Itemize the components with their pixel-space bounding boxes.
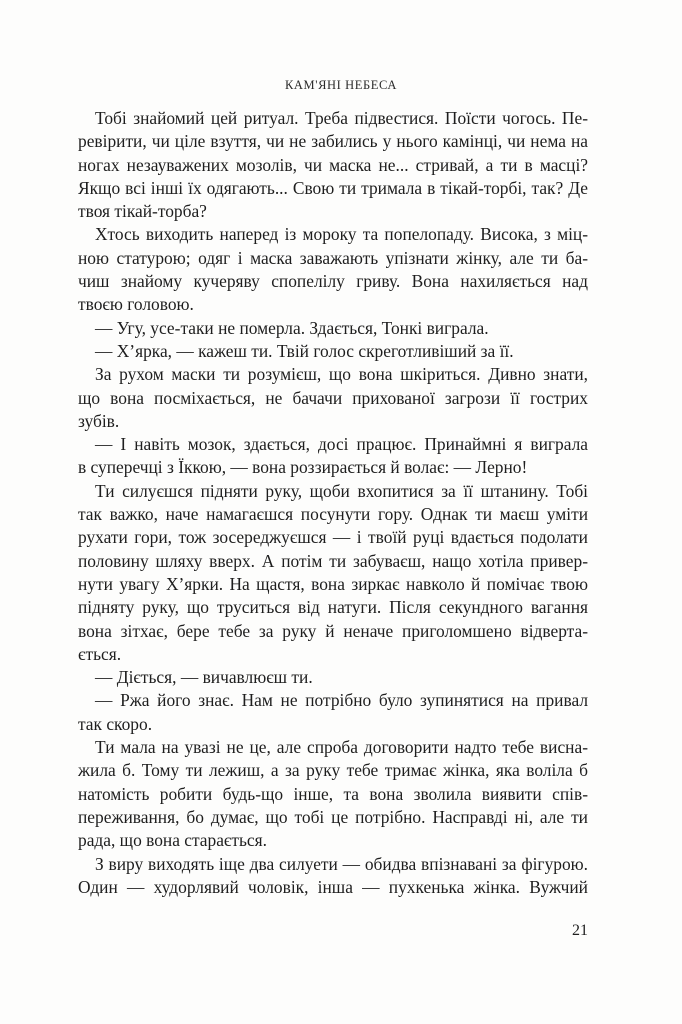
page-number: 21 [572,922,588,939]
text-line: чиш знайому кучеряву спопелілу гриву. Вона нахиляється над [78,271,588,292]
text-line: — Х’ярка, — кажеш ти. Твій голос скреготливіший за її. [95,340,514,361]
text-line: половину шляху вверх. А потім ти забуваєш, нащо хотіла привер- [78,550,588,571]
text-line: рухати гори, тож зосереджуєшся — і твоїй руці вдається подолати [78,527,588,548]
running-head: КАМ'ЯНІ НЕБЕСА [284,78,397,92]
text-line: жила б. Тому ти лежиш, а за руку тебе тримає жінка, яка воліла б [78,760,588,781]
text-line: так важко, наче намагаєшся посунути гору. Однак ти маєш уміти [78,504,588,525]
body-text [78,107,588,899]
text-line: так скоро. [78,713,153,734]
text-line: ється. [78,643,122,664]
text-line: що вона посміхається, не бачачи прихованої загрози її гострих [78,387,588,408]
text-line: — Угу, усе-таки не померла. Здається, Тонкі виграла. [95,317,489,338]
text-line: Якщо всі інші їх одягають... Свою ти тримала в тікай-торбі, так? Де [78,177,588,198]
text-line: З виру виходять іще два силуети — обидва впізнавані за фігурою. [95,853,588,874]
text-line: — І навіть мозок, здається, досі працює. Принаймні я виграла [95,434,588,455]
text-line: ногах незауважених мозолів, чи маска не... стривай, а ти в масці? [78,154,588,175]
text-line: — Ржа його знає. Нам не потрібно було зупинятися на привал [95,690,588,711]
text-line: вона зітхає, бере тебе за руку й неначе приголомшено відверта- [78,620,588,641]
text-line: нути увагу Х’ярки. На щастя, вона зиркає навколо й помічає твою [78,573,588,594]
text-line: — Діється, — вичавлюєш ти. [95,667,313,688]
text-line: натомість робити будь-що інше, та вона зволила виявити спів- [78,783,588,804]
text-line: Хтось виходить наперед із мороку та попелопаду. Висока, з міц- [95,224,588,245]
text-line: ною статурою; одяг і маска заважають упізнати жінку, але ти ба- [78,247,588,268]
text-line: переживання, бо думає, що тобі це потрібно. Насправді ні, але ти [78,806,588,827]
text-line: ревірити, чи ціле взуття, чи не забились у нього камінці, чи нема на [78,131,588,152]
text-line: Тобі знайомий цей ритуал. Треба підвестися. Поїсти чогось. Пе- [95,108,588,128]
text-line: За рухом маски ти розумієш, що вона шкіриться. Дивно знати, [95,364,588,385]
text-line: рада, що вона старається. [78,830,267,851]
text-line: твоєю головою. [78,294,194,315]
text-line: Один — худорлявий чоловік, інша — пухкенька жінка. Вужчий [78,876,588,897]
text-line: зубів. [78,410,120,431]
text-line: в суперечці з Їккою, — вона роззирається й волає: — Лерно! [78,457,528,478]
text-line: підняту руку, що труситься від натуги. Після секундного вагання [78,597,588,618]
text-line: твоя тікай-торба? [78,201,207,222]
text-line: Ти мала на увазі не це, але спроба договорити надто тебе висна- [95,737,588,758]
text-line: Ти силуєшся підняти руку, щоби вхопитися за її штанину. Тобі [95,480,588,501]
